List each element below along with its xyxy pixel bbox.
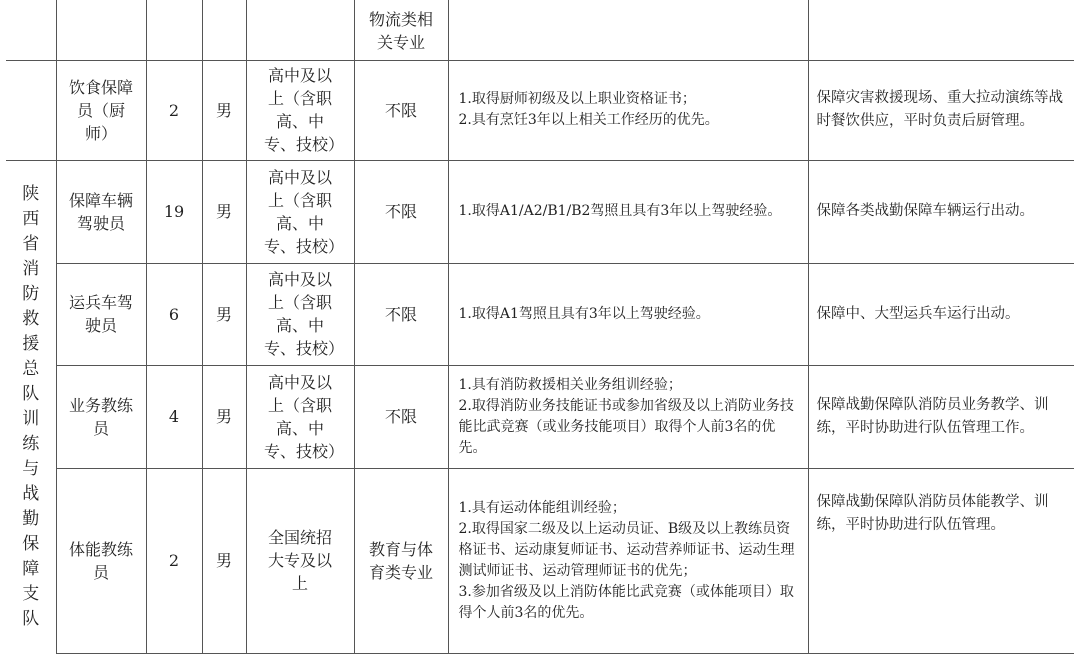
- dept-name: 陕西省消防救援总队训练与战勤保障支队: [22, 183, 40, 629]
- position-cell: 运兵车驾驶员: [56, 263, 146, 365]
- requirement-line: 2.取得消防业务技能证书或参加省级及以上消防业务技能比武竞赛（或业务技能项目）取得个人前3名的优先。: [458, 397, 794, 456]
- requirement-line: 1.取得厨师初级及以上职业资格证书；: [458, 91, 696, 107]
- duty-cell: 保障战勤保障队消防员体能教学、训练，平时协助进行队伍管理。: [808, 468, 1074, 653]
- table-row: [6, 263, 1074, 365]
- dept-cell-partial: [6, 0, 56, 60]
- position-cell: 饮食保障员（厨师）: [56, 60, 146, 160]
- position-cell: 体能教练员: [56, 468, 146, 653]
- major-cell: 不限: [354, 60, 448, 160]
- requirement-line: 2.取得国家二级及以上运动员证、B级及以上教练员资格证书、运动康复师证书、运动营养师证书、运动生理测试师证书、运动管理师证书的优先；: [458, 520, 795, 579]
- requirements-cell: [448, 468, 808, 653]
- dept-cell: [6, 160, 56, 653]
- requirements-cell: [448, 365, 808, 468]
- education-cell: 高中及以上（含职高、中专、技校）: [246, 160, 354, 263]
- requirement-line: 1.具有运动体能组训经验；: [458, 499, 626, 516]
- major-cell: 不限: [354, 263, 448, 365]
- education-cell: 全国统招大专及以上: [246, 468, 354, 653]
- gender-cell: 男: [202, 468, 246, 653]
- education-cell: 高中及以上（含职高、中专、技校）: [246, 365, 354, 468]
- major-cell: [354, 0, 448, 60]
- position-cell: 业务教练员: [56, 365, 146, 468]
- gender-cell: 男: [202, 60, 246, 160]
- duty-cell: 保障灾害救援现场、重大拉动演练等战时餐饮供应，平时负责后厨管理。: [808, 60, 1074, 160]
- count-cell: 19: [146, 160, 202, 263]
- education-cell: 高中及以上（含职高、中专、技校）: [246, 60, 354, 160]
- gender-cell: 男: [202, 263, 246, 365]
- requirement-line: 1.具有消防救援相关业务组训经验；: [458, 376, 682, 393]
- position-cell: 保障车辆驾驶员: [56, 160, 146, 263]
- education-cell: 高中及以上（含职高、中专、技校）: [246, 263, 354, 365]
- recruitment-table: [6, 0, 1074, 654]
- table-row: [6, 160, 1074, 263]
- requirements-cell: [448, 60, 808, 160]
- gender-cell: 男: [202, 365, 246, 468]
- count-cell: 6: [146, 263, 202, 365]
- count-cell: 4: [146, 365, 202, 468]
- count-cell: 2: [146, 60, 202, 160]
- requirements-cell: [448, 160, 808, 263]
- table-row: [6, 60, 1074, 160]
- table-row-partial: [6, 0, 1074, 60]
- requirement-line: 3.参加省级及以上消防体能比武竞赛（或体能项目）取得个人前3名的优先。: [458, 583, 794, 621]
- duty-cell: 保障各类战勤保障车辆运行出动。: [808, 160, 1074, 263]
- major-cell: 不限: [354, 365, 448, 468]
- requirement-line: 1.取得A1/A2/B1/B2驾照且具有3年以上驾驶经验。: [458, 203, 782, 219]
- major-text: 物流类相关专业: [368, 10, 433, 52]
- requirement-line: 2.具有烹饪3年以上相关工作经历的优先。: [458, 112, 719, 128]
- requirement-line: 1.取得A1驾照且具有3年以上驾驶经验。: [458, 305, 710, 322]
- requirements-cell: [448, 263, 808, 365]
- table-row: [6, 468, 1074, 653]
- count-cell: 2: [146, 468, 202, 653]
- table-row: [6, 365, 1074, 468]
- major-cell: 不限: [354, 160, 448, 263]
- duty-cell: 保障中、大型运兵车运行出动。: [808, 263, 1074, 365]
- major-cell: 教育与体育类专业: [354, 468, 448, 653]
- duty-cell: 保障战勤保障队消防员业务教学、训练，平时协助进行队伍管理工作。: [808, 365, 1074, 468]
- gender-cell: 男: [202, 160, 246, 263]
